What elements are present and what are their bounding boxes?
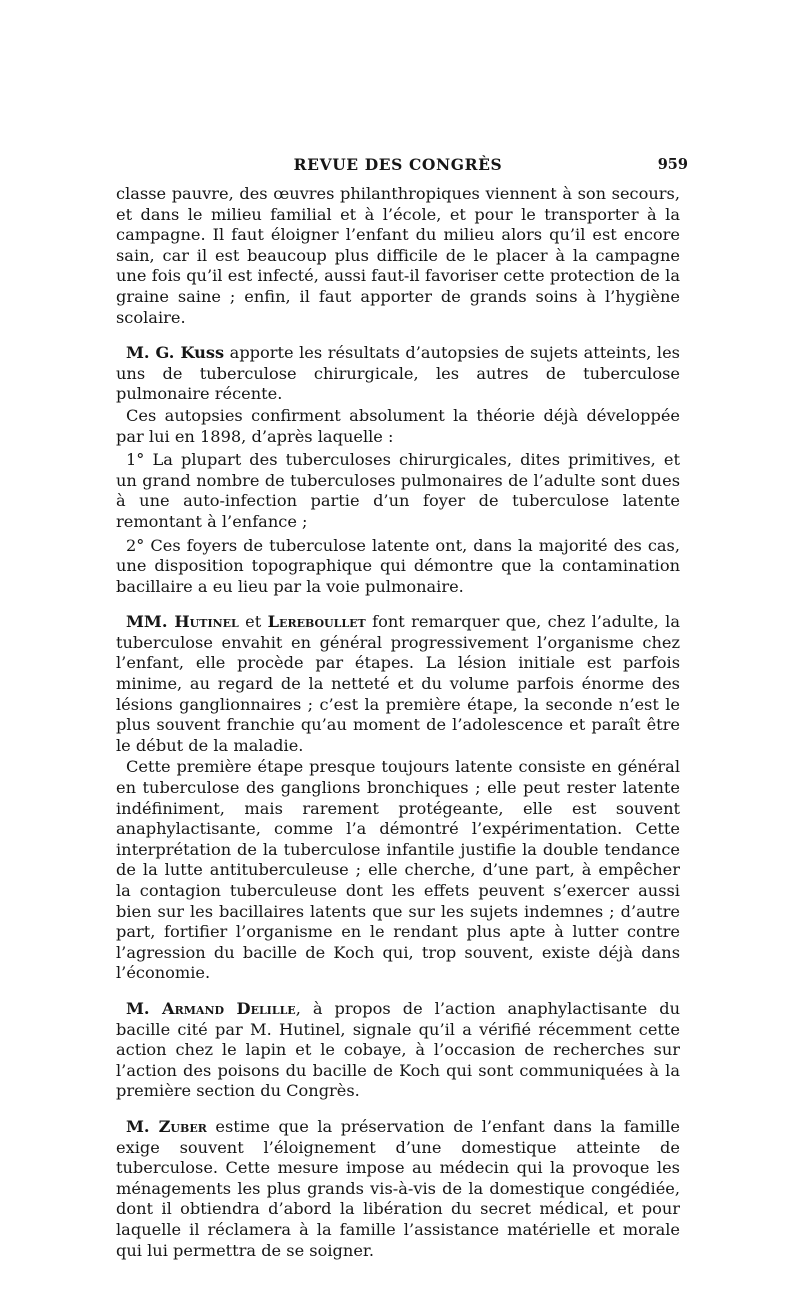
speaker-hutinel: Hutinel: [174, 612, 239, 632]
speaker-prefix-mm: MM.: [126, 612, 175, 632]
body-text: [116, 184, 680, 1261]
speaker-conjunction: et: [238, 612, 268, 632]
paragraph-hutinel: [116, 612, 680, 756]
paragraph-continuation: classe pauvre, des œuvres philanthropiques viennent à son secours, et dans le milieu familial et à l’école, et pour le transporter à la campagne. Il faut éloigner l’enfant du milieu alors qu’il est encore sain, car il est beaucoup plus difficile de le placer à la campagne une fois qu’il est infecté, aussi faut-il favoriser cette protection de la graine saine ; enfin, il faut apporter de grands soins à l’hygiène scolaire.: [116, 184, 680, 327]
paragraph-first-stage: Cette première étape presque toujours latente consiste en général en tuberculose des ganglions bronchiques ; elle peut rester latente indéfiniment, mais rarement protégeante, elle est souvent anaphylactisante, comme l’a démontré l’expérimentation. Cette interprétation de la tuberculose infantile justifie la double tendance de la lutte antituberculeuse ; elle cherche, d’une part, à empêcher la contagion tuberculeuse dont les effets peuvent s’exercer aussi bien sur les bacillaires latents que sur les sujets indemnes ; d’autre part, fortifier l’organisme en le rendant plus apte à lutter contre l’agression du bacille de Koch qui, trop souvent, existe déjà dans l’économie.: [116, 757, 680, 983]
paragraph-kuss: [116, 343, 680, 405]
paragraph-kuss-text: apporte les résultats d’autopsies de sujets atteints, les uns de tuberculose chirurgicale, les autres de tuberculose pulmonaire récente.: [116, 343, 680, 404]
paragraph-zuber: [116, 1117, 680, 1261]
speaker-kuss: M. G. Kuss: [126, 343, 225, 363]
paragraph-autopsies: Ces autopsies confirment absolument la théorie déjà développée par lui en 1898, d’après laquelle :: [116, 405, 680, 446]
paragraph-point-2: 2° Ces foyers de tuberculose latente ont, dans la majorité des cas, une disposition topographique qui démontre que la contamination bacillaire a eu lieu par la voie pulmonaire.: [116, 535, 680, 596]
speaker-zuber: Zuber: [158, 1116, 207, 1136]
paragraph-armand-delille: [116, 999, 680, 1102]
speaker-prefix-m: M.: [126, 998, 163, 1018]
speaker-prefix-m-zuber: M.: [126, 1116, 159, 1136]
speaker-armand-delille: Armand Delille: [162, 998, 296, 1018]
paragraph-hutinel-text: font remarquer que, chez l’adulte, la tuberculose envahit en général progressivement l’organisme chez l’enfant, elle procède par étapes. La lésion initiale est parfois minime, au regard de la netteté et du volume parfois énorme des lésions ganglionnaires ; c’est la première étape, la seconde n’est le plus souvent franchie qu’au moment de l’adolescence et paraît être le début de la maladie.: [116, 612, 681, 755]
page-number: 959: [657, 156, 688, 173]
paragraph-armand-delille-text: , à propos de l’action anaphylactisante du bacille cité par M. Hutinel, signale qu’il a vérifié récemment cette action chez le lapin et le cobaye, à l’occasion de recherches sur l’action des poisons du bacille de Koch qui sont communiquées à la première section du Congrès.: [116, 998, 680, 1101]
page-header: [116, 155, 688, 179]
speaker-lereboullet: Lereboullet: [267, 612, 366, 632]
paragraph-point-1: 1° La plupart des tuberculoses chirurgicales, dites primitives, et un grand nombre de tuberculoses pulmonaires de l’adulte sont dues à une auto-infection partie d’un foyer de tuberculose latente remontant à l’enfance ;: [116, 450, 680, 531]
running-title: REVUE DES CONGRÈS: [293, 155, 503, 174]
paragraph-zuber-text: estime que la préservation de l’enfant dans la famille exige souvent l’éloignement d’une domestique atteinte de tuberculose. Cette mesure impose au médecin qui la provoque les ménagements les plus grands vis-à-vis de la domestique congédiée, dont il obtiendra d’abord la libération du secret médical, et pour laquelle il réclamera à la famille l’assistance matérielle et morale qui lui permettra de se soigner.: [116, 1116, 680, 1260]
